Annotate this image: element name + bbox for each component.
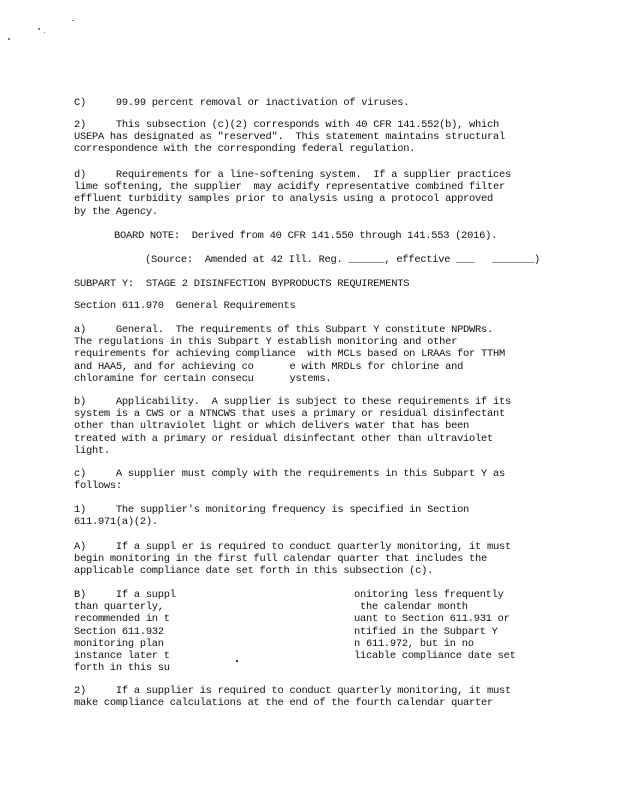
paragraph-c-viruses: C) 99.99 percent removal or inactivation of viruses. [74,97,410,109]
scan-speck [72,20,74,21]
paragraph-d-lime-softening: d) Requirements for a line-softening system. If a supplier practices lime softening, the supplier may acidify representative combined filter effluent turbidity samples prior to analysis using a protocol approved by the Agency. [74,169,511,218]
board-note: BOARD NOTE: Derived from 40 CFR 141.550 through 141.553 (2016). [114,230,498,242]
scan-speck [236,660,238,662]
scan-speck [44,32,45,33]
source-note: (Source: Amended at 42 Ill. Reg. ______, effective ___ _______) [145,254,541,266]
paragraph-B-right-fragment: onitoring less frequently the calendar month uant to Section 611.931 or ntified in the Subpart Y n 611.972, but in no licable compliance date set [354,589,516,663]
paragraph-2-reserved: 2) This subsection (c)(2) corresponds with 40 CFR 141.552(b), which USEPA has designated as "reserved". This statement maintains structural correspondence with the corresponding federal regulation. [74,119,505,156]
paragraph-1-frequency: 1) The supplier's monitoring frequency is specified in Section 611.971(a)(2). [74,504,470,529]
scan-specks [8,20,88,50]
scan-speck [38,28,40,30]
subpart-title: SUBPART Y: STAGE 2 DISINFECTION BYPRODUCTS REQUIREMENTS [74,278,410,290]
paragraph-B-left-fragment: B) If a suppl than quarterly, recommended in t Section 611.932 monitoring plan instance later t forth in this su [74,589,176,675]
paragraph-b-applicability: b) Applicability. A supplier is subject to these requirements if its system is a CWS or a NTNCWS that uses a primary or residual disinfectant other than ultraviolet light or which delivers water that has been treated with a primary or residual disinfectant other than ultraviolet light. [74,396,511,457]
paragraph-a-general: a) General. The requirements of this Subpart Y constitute NPDWRs. The regulations in this Subpart Y establish monitoring and other requirements for achieving compliance with MCLs based on LRAAs for TTHM and HAA5, and for achieving co e with MRDLs for chlorine and chloramine for certain consecu ystems. [74,324,505,385]
paragraph-A-quarterly: A) If a suppl er is required to conduct quarterly monitoring, it must begin monitoring in the first full calendar quarter that includes the applicable compliance date set forth in this subsection (c). [74,541,511,578]
paragraph-c-compliance: c) A supplier must comply with the requirements in this Subpart Y as follows: [74,468,505,493]
scan-speck [8,38,10,40]
paragraph-2-calculations: 2) If a supplier is required to conduct quarterly monitoring, it must make compliance calculations at the end of the fourth calendar quarter [74,685,511,710]
section-title: Section 611.970 General Requirements [74,300,296,312]
